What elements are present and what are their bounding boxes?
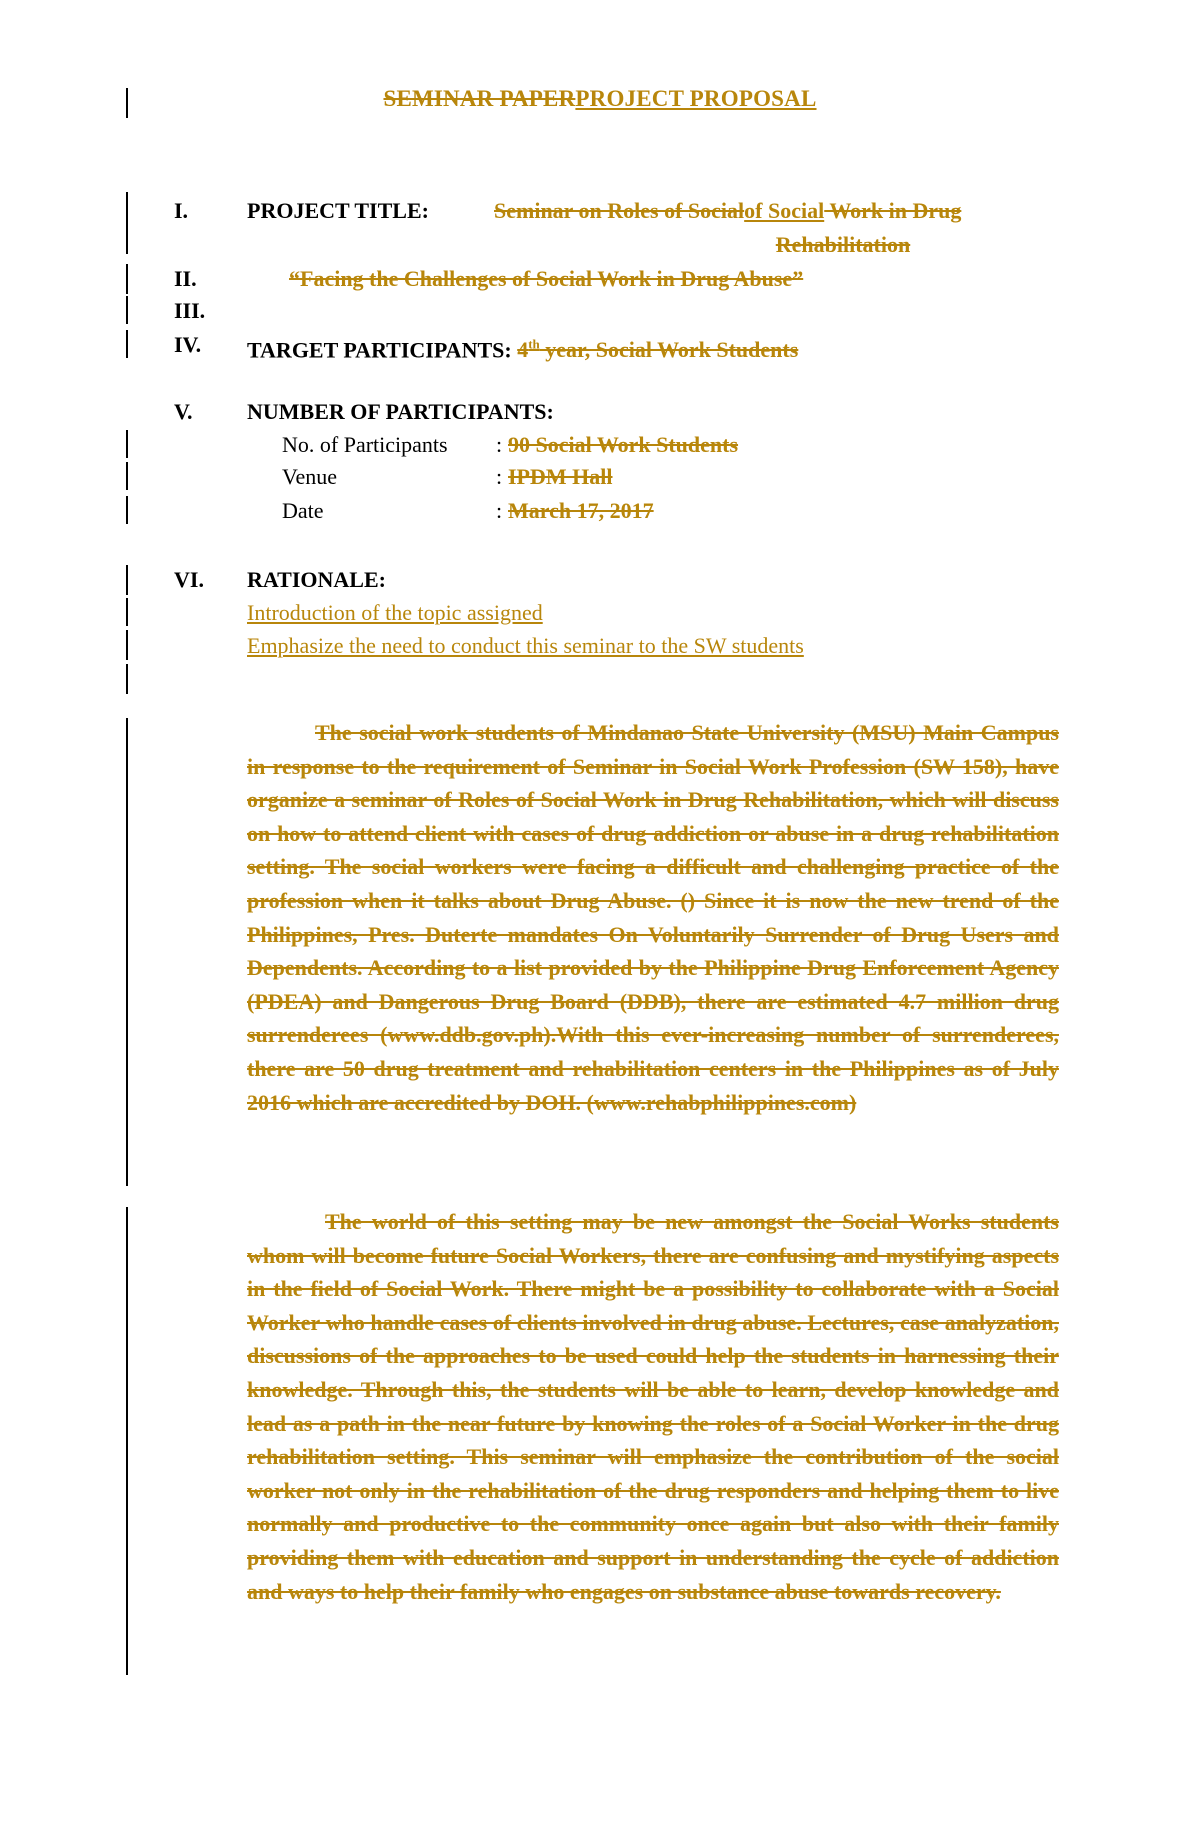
change-bar <box>126 630 128 660</box>
project-title-line-2 <box>247 230 1059 260</box>
target-year: 4 <box>517 337 529 363</box>
project-title-label: PROJECT TITLE: <box>247 198 429 223</box>
title-inserted: PROJECT PROPOSAL <box>575 86 817 111</box>
project-title-value <box>494 196 1058 226</box>
rationale-note-2 <box>247 631 804 661</box>
change-bar <box>126 330 128 358</box>
detail-value: March 17, 2017 <box>508 498 654 523</box>
detail-row <box>282 462 613 492</box>
detail-row <box>282 430 738 460</box>
section-number-vi: VI. <box>174 567 204 592</box>
subtitle <box>247 264 803 294</box>
section-number-i: I. <box>174 198 189 223</box>
rationale-paragraph-1-text: The social work students of Mindanao State University (MSU) Main Campus in response to the requirement of Seminar in Social Work Profession (SW 158), have organize a seminar of Roles of Social Work in Drug Rehabilitation, which will discuss on how to attend client with cases of drug addiction or abuse in a drug rehabilitation setting. The social workers were facing a difficult and challenging practice of the profession when it talks about Drug Abuse. () Since it is now the new trend of the Philippines, Pres. Duterte mandates On Voluntarily Surrender of Drug Users and Dependents. According to a list provided by the Philippine Drug Enforcement Agency (PDEA) and Dangerous Drug Board (DDB), there are estimated 4.7 million drug surrenderees (www.ddb.gov.ph).With this ever-increasing number of surrenderees, there are 50 drug treatment and rehabilitation centers in the Philippines as of July 2016 which are accredited by DOH. (www.rehabphilippines.com) <box>247 720 1059 1115</box>
change-bar <box>126 1207 128 1675</box>
project-title-inserted: of Social <box>744 198 825 223</box>
change-bar <box>126 565 128 595</box>
rationale-note-1 <box>247 598 543 628</box>
rationale-paragraph-2 <box>247 1205 1059 1608</box>
change-bar <box>126 462 128 490</box>
section-number-ii: II. <box>174 266 197 291</box>
change-bar <box>126 192 128 254</box>
detail-row <box>282 496 654 526</box>
target-year-suffix: th <box>528 337 540 352</box>
section-number-v: V. <box>174 399 193 424</box>
rationale-paragraph-1 <box>247 716 1059 1119</box>
change-bar <box>126 430 128 458</box>
rationale-note-1-text: Introduction of the topic assigned <box>247 600 543 625</box>
project-title-deleted-3: Rehabilitation <box>775 232 911 257</box>
detail-value: 90 Social Work Students <box>508 432 739 457</box>
change-bar <box>126 718 128 1186</box>
change-bar <box>126 264 128 294</box>
change-bar <box>126 664 128 694</box>
detail-value: IPDM Hall <box>508 464 613 489</box>
detail-key: Venue <box>282 464 337 489</box>
section-number-iv: IV. <box>174 332 202 357</box>
change-bar <box>126 296 128 324</box>
section-number-iii: III. <box>174 298 206 323</box>
rationale-note-2-text: Emphasize the need to conduct this seminar to the SW students <box>247 633 804 658</box>
detail-separator: : <box>496 498 503 523</box>
target-participants-value: year, Social Work Students <box>539 337 799 363</box>
change-bar <box>126 496 128 524</box>
rationale-paragraph-2-text: The world of this setting may be new amongst the Social Works students whom will become future Social Workers, there are confusing and mystifying aspects in the field of Social Work. There might be a possibility to collaborate with a Social Worker who handle cases of clients involved in drug abuse. Lectures, case analyzation, discussions of the approaches to be used could help the students in harnessing their knowledge. Through this, the students will be able to learn, develop knowledge and lead as a path in the near future by knowing the roles of a Social Worker in the drug rehabilitation setting. This seminar will emphasize the contribution of the social worker not only in the rehabilitation of the drug responders and helping them to live normally and productive to the community once again but also with their family providing them with education and support in understanding the cycle of addiction and ways to help their family who engages on substance abuse towards recovery. <box>247 1209 1059 1604</box>
target-participants-deleted <box>517 337 798 362</box>
rationale-label: RATIONALE: <box>247 567 386 592</box>
detail-key: Date <box>282 498 324 523</box>
target-participants-label: TARGET PARTICIPANTS: <box>247 337 512 363</box>
detail-separator: : <box>496 432 503 457</box>
project-title-deleted-2: Work in Drug <box>824 198 962 223</box>
detail-key: No. of Participants <box>282 432 448 457</box>
target-participants <box>247 330 798 365</box>
subtitle-deleted: “Facing the Challenges of Social Work in Drug Abuse” <box>289 266 804 291</box>
page-title <box>0 86 1200 112</box>
change-bar <box>126 598 128 626</box>
title-deleted: SEMINAR PAPER <box>383 86 576 111</box>
number-of-participants-label: NUMBER OF PARTICIPANTS: <box>247 399 554 424</box>
project-title-deleted: Seminar on Roles of Social <box>494 198 745 223</box>
detail-separator: : <box>496 464 503 489</box>
